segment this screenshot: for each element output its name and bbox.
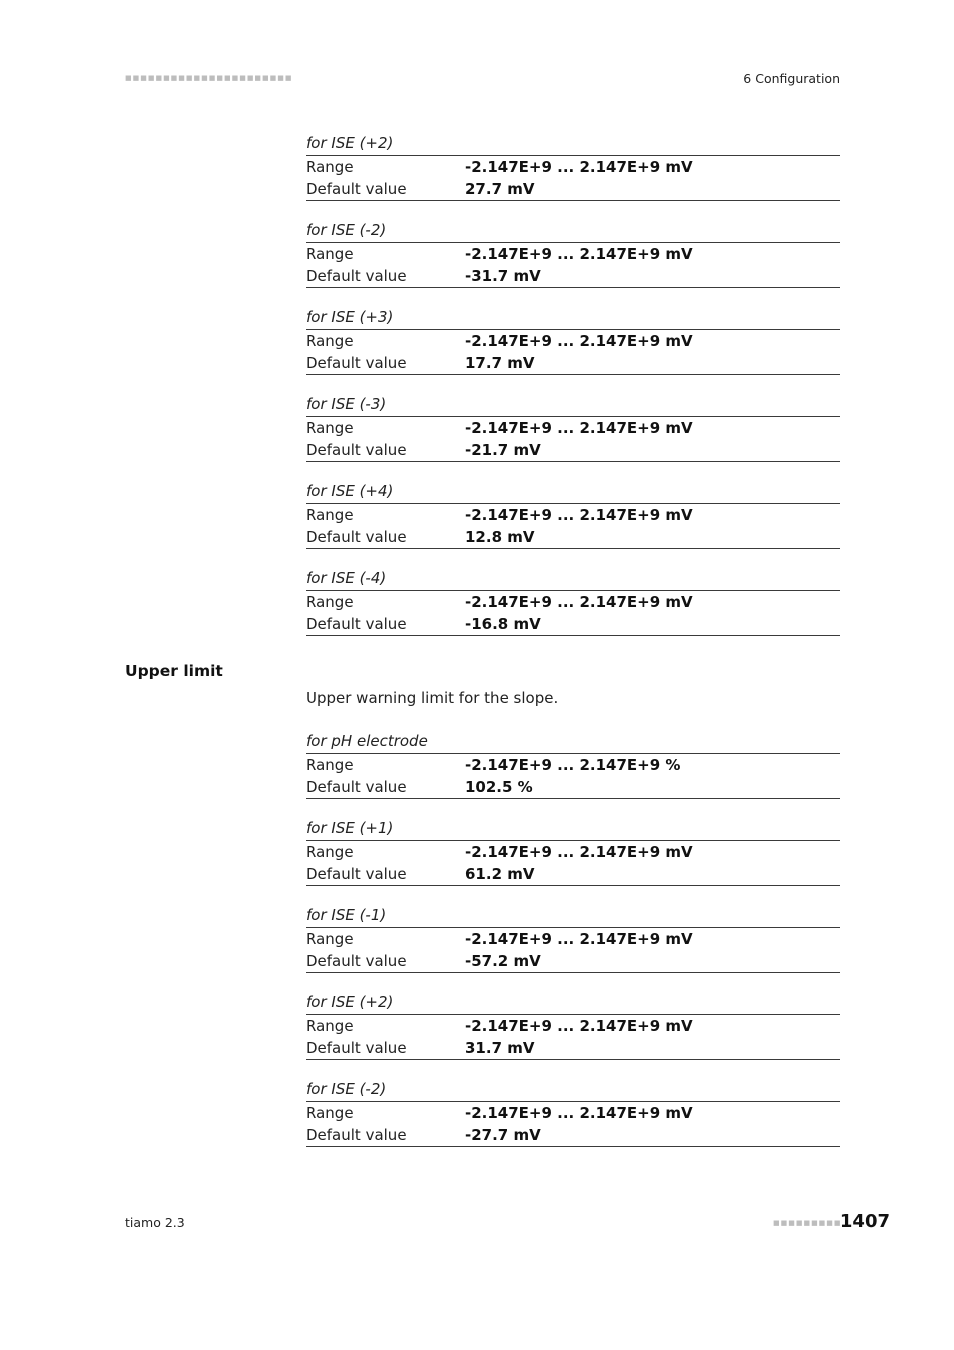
param-group bbox=[306, 903, 840, 973]
default-value: 17.7 mV bbox=[465, 354, 535, 372]
default-value: -16.8 mV bbox=[465, 615, 541, 633]
default-label: Default value bbox=[306, 441, 407, 459]
range-row bbox=[306, 1102, 840, 1124]
default-value: 12.8 mV bbox=[465, 528, 535, 546]
default-value: 61.2 mV bbox=[465, 865, 535, 883]
default-value: 31.7 mV bbox=[465, 1039, 535, 1057]
default-label: Default value bbox=[306, 1039, 407, 1057]
group-title: for ISE (-2) bbox=[306, 1077, 840, 1102]
default-row bbox=[306, 863, 840, 886]
default-value: -27.7 mV bbox=[465, 1126, 541, 1144]
group-title: for ISE (-4) bbox=[306, 566, 840, 591]
range-label: Range bbox=[306, 930, 354, 948]
upper-limit-description: Upper warning limit for the slope. bbox=[306, 689, 559, 707]
range-value: -2.147E+9 ... 2.147E+9 mV bbox=[465, 843, 693, 861]
default-row bbox=[306, 776, 840, 799]
range-value: -2.147E+9 ... 2.147E+9 % bbox=[465, 756, 681, 774]
default-label: Default value bbox=[306, 615, 407, 633]
default-value: -57.2 mV bbox=[465, 952, 541, 970]
group-title: for ISE (+3) bbox=[306, 305, 840, 330]
default-value: 102.5 % bbox=[465, 778, 533, 796]
param-group bbox=[306, 1077, 840, 1147]
range-row bbox=[306, 156, 840, 178]
param-group bbox=[306, 990, 840, 1060]
parameter-list-2 bbox=[306, 729, 840, 1147]
default-row bbox=[306, 1124, 840, 1147]
range-row bbox=[306, 591, 840, 613]
range-label: Range bbox=[306, 1104, 354, 1122]
parameter-list-1 bbox=[306, 131, 840, 636]
range-label: Range bbox=[306, 593, 354, 611]
group-title: for ISE (-2) bbox=[306, 218, 840, 243]
header-decoration: ■■■■■■■■■■■■■■■■■■■■■■ bbox=[125, 74, 293, 82]
default-row bbox=[306, 352, 840, 375]
range-label: Range bbox=[306, 245, 354, 263]
param-group bbox=[306, 479, 840, 549]
group-title: for ISE (-1) bbox=[306, 903, 840, 928]
param-group bbox=[306, 392, 840, 462]
upper-limit-heading: Upper limit bbox=[125, 662, 223, 680]
range-value: -2.147E+9 ... 2.147E+9 mV bbox=[465, 1104, 693, 1122]
group-title: for ISE (+4) bbox=[306, 479, 840, 504]
param-group bbox=[306, 218, 840, 288]
range-value: -2.147E+9 ... 2.147E+9 mV bbox=[465, 1017, 693, 1035]
default-label: Default value bbox=[306, 528, 407, 546]
range-label: Range bbox=[306, 419, 354, 437]
range-row bbox=[306, 243, 840, 265]
range-value: -2.147E+9 ... 2.147E+9 mV bbox=[465, 332, 693, 350]
param-group bbox=[306, 816, 840, 886]
range-row bbox=[306, 754, 840, 776]
range-label: Range bbox=[306, 756, 354, 774]
default-row bbox=[306, 178, 840, 201]
default-row bbox=[306, 526, 840, 549]
range-value: -2.147E+9 ... 2.147E+9 mV bbox=[465, 593, 693, 611]
group-title: for ISE (+1) bbox=[306, 816, 840, 841]
header-section-title: 6 Configuration bbox=[743, 71, 840, 86]
default-label: Default value bbox=[306, 778, 407, 796]
default-row bbox=[306, 439, 840, 462]
group-title: for pH electrode bbox=[306, 729, 840, 754]
default-label: Default value bbox=[306, 267, 407, 285]
range-value: -2.147E+9 ... 2.147E+9 mV bbox=[465, 930, 693, 948]
default-label: Default value bbox=[306, 952, 407, 970]
default-label: Default value bbox=[306, 354, 407, 372]
range-row bbox=[306, 928, 840, 950]
range-row bbox=[306, 417, 840, 439]
page-number: 1407 bbox=[839, 1211, 890, 1232]
range-label: Range bbox=[306, 506, 354, 524]
param-group bbox=[306, 729, 840, 799]
default-label: Default value bbox=[306, 180, 407, 198]
range-label: Range bbox=[306, 158, 354, 176]
default-value: -21.7 mV bbox=[465, 441, 541, 459]
range-label: Range bbox=[306, 1017, 354, 1035]
default-row bbox=[306, 613, 840, 636]
group-title: for ISE (-3) bbox=[306, 392, 840, 417]
range-row bbox=[306, 504, 840, 526]
default-row bbox=[306, 265, 840, 288]
default-row bbox=[306, 1037, 840, 1060]
range-label: Range bbox=[306, 843, 354, 861]
default-row bbox=[306, 950, 840, 973]
range-value: -2.147E+9 ... 2.147E+9 mV bbox=[465, 419, 693, 437]
range-value: -2.147E+9 ... 2.147E+9 mV bbox=[465, 506, 693, 524]
range-value: -2.147E+9 ... 2.147E+9 mV bbox=[465, 158, 693, 176]
default-label: Default value bbox=[306, 865, 407, 883]
range-value: -2.147E+9 ... 2.147E+9 mV bbox=[465, 245, 693, 263]
range-row bbox=[306, 330, 840, 352]
param-group bbox=[306, 566, 840, 636]
range-label: Range bbox=[306, 332, 354, 350]
default-value: -31.7 mV bbox=[465, 267, 541, 285]
group-title: for ISE (+2) bbox=[306, 131, 840, 156]
default-value: 27.7 mV bbox=[465, 180, 535, 198]
footer-decoration: ■■■■■■■■■ bbox=[773, 1219, 842, 1227]
footer-product: tiamo 2.3 bbox=[125, 1215, 185, 1230]
range-row bbox=[306, 841, 840, 863]
param-group bbox=[306, 131, 840, 201]
range-row bbox=[306, 1015, 840, 1037]
group-title: for ISE (+2) bbox=[306, 990, 840, 1015]
default-label: Default value bbox=[306, 1126, 407, 1144]
param-group bbox=[306, 305, 840, 375]
